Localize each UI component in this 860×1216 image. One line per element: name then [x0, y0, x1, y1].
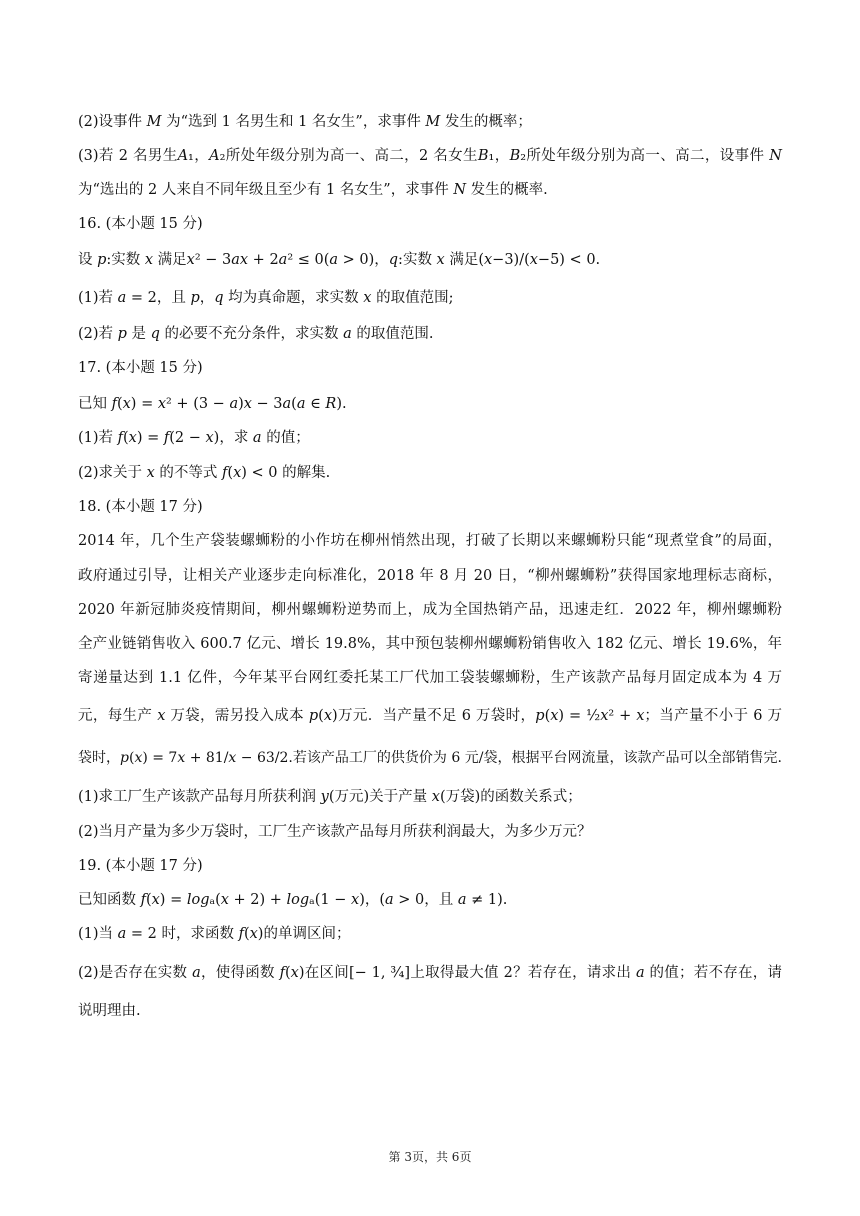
- q19-part2-line1: (2)是否存在实数 𝑎，使得函数 𝑓(𝑥)在区间[− 1, ¾]上取得最大值 2？若存在，请求出 𝑎 的值；若不存在，请: [78, 965, 782, 981]
- q16-stem: 设 𝑝:实数 𝑥 满足𝑥² − 3𝑎𝑥 + 2𝑎² ≤ 0(𝑎 > 0)，𝑞:实数 𝑥 满足(𝑥−3)/(𝑥−5) < 0.: [78, 252, 601, 268]
- q17-header: 17. (本小题 15 分): [78, 360, 203, 376]
- q18-paragraph-line: 政府通过引导，让相关产业逐步走向标准化，2018 年 8 月 20 日，“柳州螺蛳粉”获得国家地理标志商标，: [78, 568, 782, 584]
- q18-paragraph-line: 2014 年，几个生产袋装螺蛳粉的小作坊在柳州悄然出现，打破了长期以来螺蛳粉只能“现煮堂食”的局面，: [78, 533, 782, 549]
- q19-part1: (1)当 𝑎 = 2 时，求函数 𝑓(𝑥)的单调区间；: [78, 926, 351, 942]
- q18-paragraph-line: 寄递量达到 1.1 亿件，今年某平台网红委托某工厂代加工袋装螺蛳粉，生产该款产品每月固定成本为 4 万: [78, 670, 782, 686]
- q17-part2: (2)求关于 𝑥 的不等式 𝑓(𝑥) < 0 的解集.: [78, 465, 331, 481]
- q18-paragraph-line: 元，每生产 𝑥 万袋，需另投入成本 𝑝(𝑥)万元．当产量不足 6 万袋时，𝑝(𝑥) = ½𝑥² + 𝑥；当产量不小于 6 万: [78, 708, 782, 724]
- q17-stem: 已知 𝑓(𝑥) = 𝑥² + (3 − 𝑎)𝑥 − 3𝑎(𝑎 ∈ 𝑅).: [78, 396, 347, 412]
- q15-part3-line2: 为“选出的 2 人来自不同年级且至少有 1 名女生”，求事件 𝑁 发生的概率.: [78, 182, 548, 198]
- q15-part2: (2)设事件 𝑀 为“选到 1 名男生和 1 名女生”，求事件 𝑀 发生的概率；: [78, 114, 532, 130]
- q16-part1: (1)若 𝑎 = 2，且 𝑝，𝑞 均为真命题，求实数 𝑥 的取值范围;: [78, 290, 454, 306]
- page-footer: 第 3页，共 6页: [388, 1150, 472, 1164]
- q18-paragraph-line: 全产业链销售收入 600.7 亿元、增长 19.8%，其中预包装柳州螺蛳粉销售收入 182 亿元、增长 19.6%，年: [78, 636, 782, 652]
- q19-header: 19. (本小题 17 分): [78, 858, 203, 874]
- q18-header: 18. (本小题 17 分): [78, 499, 203, 515]
- q19-part2-line2: 说明理由.: [78, 1003, 141, 1019]
- q19-stem: 已知函数 𝑓(𝑥) = 𝑙𝑜𝑔ₐ(𝑥 + 2) + 𝑙𝑜𝑔ₐ(1 − 𝑥)，(𝑎 > 0，且 𝑎 ≠ 1).: [78, 892, 508, 908]
- q15-part3-line1: (3)若 2 名男生𝐴₁，𝐴₂所处年级分别为高一、高二，2 名女生𝐵₁，𝐵₂所处年级分别为高一、高二，设事件 𝑁: [78, 148, 782, 164]
- q17-part1: (1)若 𝑓(𝑥) = 𝑓(2 − 𝑥)，求 𝑎 的值；: [78, 430, 310, 446]
- q18-paragraph-line: 袋时，𝑝(𝑥) = 7𝑥 + 81/𝑥 − 63/2.若该产品工厂的供货价为 6 元/袋，根据平台网流量，该款产品可以全部销售完.: [78, 750, 782, 766]
- q18-part2: (2)当月产量为多少万袋时，工厂生产该款产品每月所获利润最大，为多少万元？: [78, 824, 592, 840]
- q18-part1: (1)求工厂生产该款产品每月所获利润 𝑦(万元)关于产量 𝑥(万袋)的函数关系式；: [78, 789, 582, 805]
- q18-paragraph-line: 2020 年新冠肺炎疫情期间，柳州螺蛳粉逆势而上，成为全国热销产品，迅速走红．2022 年，柳州螺蛳粉: [78, 602, 782, 618]
- q16-part2: (2)若 𝑝 是 𝑞 的必要不充分条件，求实数 𝑎 的取值范围.: [78, 326, 434, 342]
- q16-header: 16. (本小题 15 分): [78, 216, 203, 232]
